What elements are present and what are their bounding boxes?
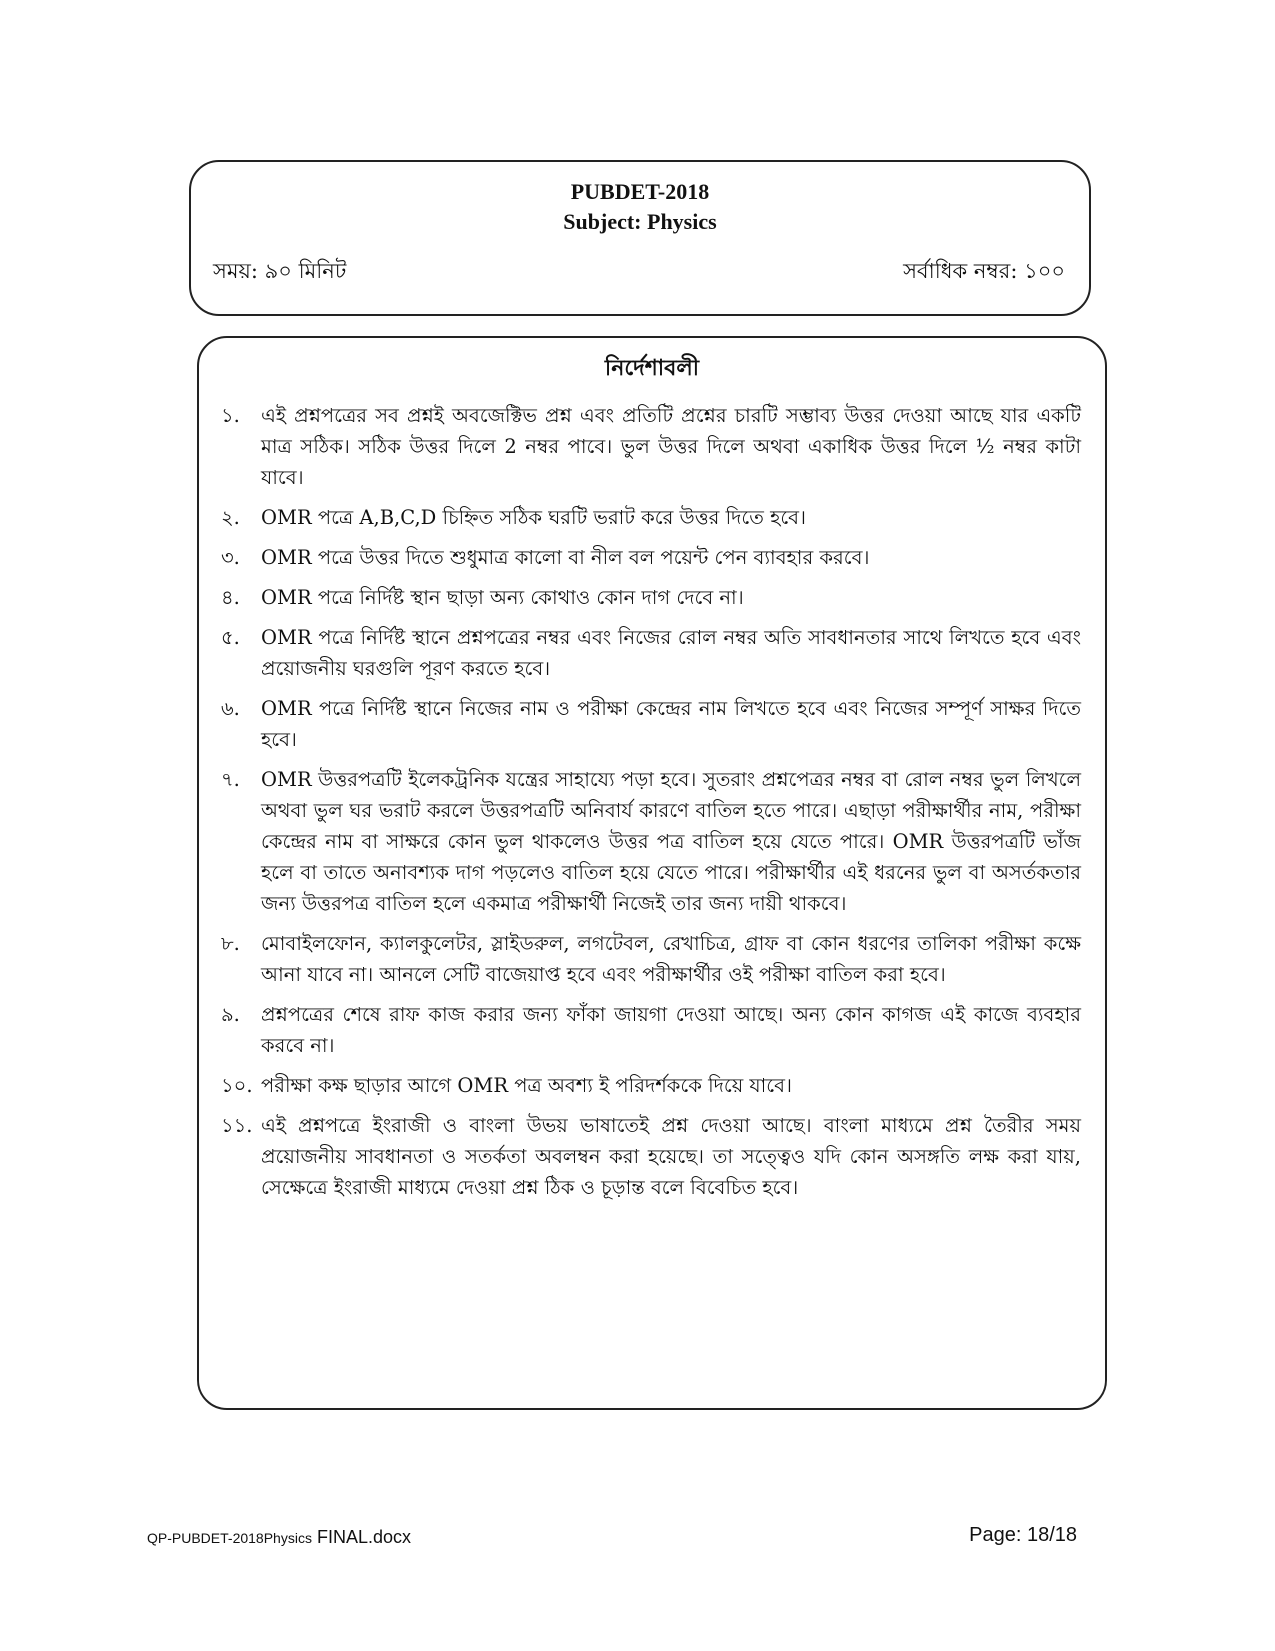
footer-filename-prefix: QP-PUBDET-2018Physics [147, 1530, 312, 1546]
instruction-item [221, 400, 1081, 493]
instruction-number: ৬. [221, 697, 240, 720]
instruction-text: OMR উত্তরপত্রটি ইলেকট্রনিক যন্ত্রের সাহায্যে পড়া হবে। সুতরাং প্রশ্নপেত্রর নম্বর বা রোল নম্বর ভুল লিখলে অথবা ভুল ঘর ভরাট করলে উত্তরপত্রটি অনিবার্য কারণে বাতিল হতে পারে। এছাড়া পরীক্ষার্থীর নাম, পরীক্ষা কেন্দ্রের নাম বা সাক্ষরে কোন ভুল থাকলেও উত্তর পত্র বাতিল হয়ে যেতে পারে। OMR উত্তরপত্রটি ভাঁজ হলে বা তাতে অনাবশ্যক দাগ পড়লেও বাতিল হয়ে যেতে পারে। পরীক্ষার্থীর এই ধরনের ভুল বা অসর্তকতার জন্য উত্তরপত্র বাতিল হলে একমাত্র পরীক্ষার্থী নিজেই তার জন্য দায়ী থাকবে। [261, 768, 1081, 915]
instruction-item [221, 693, 1081, 755]
instruction-text: OMR পত্রে নির্দিষ্ট স্থান ছাড়া অন্য কোথাও কোন দাগ দেবে না। [261, 586, 744, 609]
instruction-item [221, 1110, 1081, 1203]
subject-title: Subject: Physics [563, 209, 717, 234]
instruction-number: ৯. [221, 1003, 240, 1026]
max-marks: সর্বাধিক নম্বর: ১০০ [903, 259, 1065, 283]
instruction-text: পরীক্ষা কক্ষ ছাড়ার আগে OMR পত্র অবশ্য ই পরিদর্শককে দিয়ে যাবে। [261, 1074, 792, 1097]
instruction-item [221, 582, 1081, 613]
instruction-number: ৭. [221, 768, 240, 791]
instruction-number: ১০. [221, 1074, 253, 1097]
instructions-heading: নির্দেশাবলী [604, 355, 700, 381]
instruction-number: ১. [221, 404, 240, 427]
page-number: Page: 18/18 [969, 1524, 1077, 1546]
instruction-number: ৮. [221, 932, 240, 955]
instruction-item [221, 1070, 1081, 1101]
instruction-item [221, 542, 1081, 573]
exam-header-box [189, 160, 1091, 316]
instruction-number: ২. [221, 506, 240, 529]
instruction-text: মোবাইলফোন, ক্যালকুলেটর, স্লাইডরুল, লগটেবল, রেখাচিত্র, গ্রাফ বা কোন ধরণের তালিকা পরীক্ষা কক্ষে আনা যাবে না। আনলে সেটি বাজেয়াপ্ত হবে এবং পরীক্ষার্থীর ওই পরীক্ষা বাতিল করা হবে। [261, 932, 1081, 986]
instruction-item [221, 999, 1081, 1061]
instruction-text: এই প্রশ্নপত্রের সব প্রশ্নই অবজেক্টিভ প্রশ্ন এবং প্রতিটি প্রশ্নের চারটি সম্ভাব্য উত্তর দেওয়া আছে যার একটি মাত্র সঠিক। সঠিক উত্তর দিলে 2 নম্বর পাবে। ভুল উত্তর দিলে অথবা একাধিক উত্তর দিলে ½ নম্বর কাটা যাবে। [261, 404, 1081, 489]
instruction-text: প্রশ্নপত্রের শেষে রাফ কাজ করার জন্য ফাঁকা জায়গা দেওয়া আছে। অন্য কোন কাগজ এই কাজে ব্যবহার করবে না। [261, 1003, 1081, 1057]
footer-filename [147, 1525, 411, 1550]
instructions-box [197, 336, 1107, 1410]
instruction-text: OMR পত্রে A,B,C,D চিহ্নিত সঠিক ঘরটি ভরাট করে উত্তর দিতে হবে। [261, 506, 807, 529]
instruction-text: OMR পত্রে নির্দিষ্ট স্থানে প্রশ্নপত্রের নম্বর এবং নিজের রোল নম্বর অতি সাবধানতার সাথে লিখতে হবে এবং প্রয়োজনীয় ঘরগুলি পূরণ করতে হবে। [261, 626, 1081, 680]
instruction-text: OMR পত্রে উত্তর দিতে শুধুমাত্র কালো বা নীল বল পয়েন্ট পেন ব্যাবহার করবে। [261, 546, 870, 569]
instruction-number: ৫. [221, 626, 240, 649]
exam-time: সময়: ৯০ মিনিট [213, 259, 347, 283]
instruction-number: ৩. [221, 546, 240, 569]
instruction-text: এই প্রশ্নপত্রে ইংরাজী ও বাংলা উভয় ভাষাতেই প্রশ্ন দেওয়া আছে। বাংলা মাধ্যমে প্রশ্ন তৈরীর সময় প্রয়োজনীয় সাবধানতা ও সতর্কতা অবলম্বন করা হয়েছে। তা সত্ত্বেও যদি কোন অসঙ্গতি লক্ষ করা যায়, সেক্ষেত্রে ইংরাজী মাধ্যমে দেওয়া প্রশ্ন ঠিক ও চূড়ান্ত বলে বিবেচিত হবে। [261, 1114, 1081, 1199]
instruction-number: ৪. [221, 586, 240, 609]
instruction-item [221, 502, 1081, 533]
instruction-text: OMR পত্রে নির্দিষ্ট স্থানে নিজের নাম ও পরীক্ষা কেন্দ্রের নাম লিখতে হবে এবং নিজের সম্পূর্ণ সাক্ষর দিতে হবে। [261, 697, 1081, 751]
footer-filename-suffix: FINAL.docx [311, 1527, 411, 1547]
instruction-item [221, 622, 1081, 684]
instruction-number: ১১. [221, 1114, 253, 1137]
instruction-item [221, 928, 1081, 990]
exam-title: PUBDET-2018 [570, 179, 710, 204]
instruction-item [221, 764, 1081, 919]
instructions-list [221, 400, 1081, 1212]
